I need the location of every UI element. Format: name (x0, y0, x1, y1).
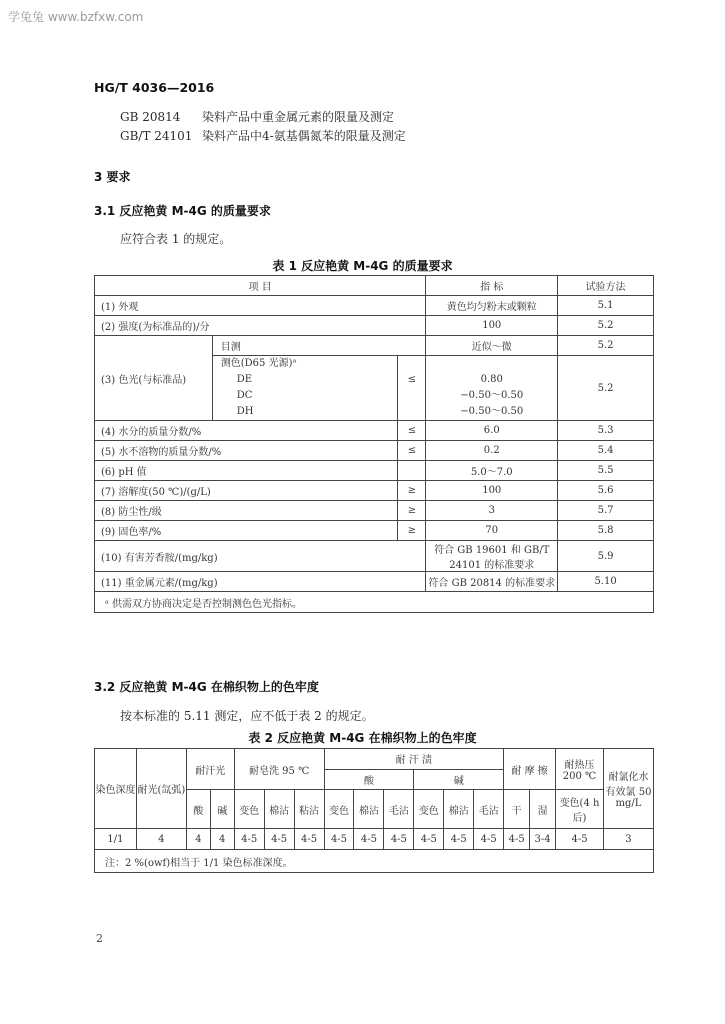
cell: 4-5 (264, 829, 294, 850)
row-value: 100 (426, 481, 558, 501)
sub-header: 湿 (530, 790, 556, 829)
table-1-footnote: ᵃ 供需双方协商决定是否控制测色色光指标。 (95, 592, 654, 613)
measure-dh: DH (236, 406, 254, 417)
header-perspiration: 耐汗光 (186, 749, 234, 790)
row-item: (4) 水分的质量分数/% (95, 421, 398, 441)
row-method: 5.2 (558, 316, 654, 336)
sub-header: 变色(4 h 后) (556, 790, 604, 829)
table-1-caption: 表 1 反应艳黄 M-4G 的质量要求 (272, 259, 453, 273)
color-fastness-table (94, 748, 654, 873)
section-3-1-heading: 3.1 反应艳黄 M-4G 的质量要求 (94, 204, 271, 218)
cell: 3 (603, 829, 653, 850)
cell: 4-5 (474, 829, 504, 850)
header-light: 耐光(氙弧) (136, 749, 186, 829)
row-symbol: ≤ (398, 441, 426, 461)
header-rub: 耐 摩 擦 (504, 749, 556, 790)
sub-header: 棉沾 (264, 790, 294, 829)
header-chlorine: 耐氯化水有效氯 50 mg/L (603, 749, 653, 829)
header-index: 指 标 (426, 276, 558, 296)
row-sublabel (212, 356, 398, 421)
table-row (95, 461, 654, 481)
table-row (95, 336, 654, 356)
row-value: 70 (426, 521, 558, 541)
table-row (95, 296, 654, 316)
header-alkali: 碱 (414, 769, 504, 790)
cell: 4-5 (354, 829, 384, 850)
cell: 4-5 (504, 829, 530, 850)
row-value: 符合 GB 20814 的标准要求 (426, 572, 558, 592)
table-header-row (95, 749, 654, 770)
row-method: 5.3 (558, 421, 654, 441)
row-symbol: ≥ (398, 521, 426, 541)
row-value: 黄色均匀粉末或颗粒 (426, 296, 558, 316)
measure-label: 测色(D65 光源)ᵃ (220, 358, 297, 369)
dc-value: −0.50～0.50 (460, 390, 524, 401)
dh-value: −0.50～0.50 (460, 406, 524, 417)
sub-header: 毛沾 (474, 790, 504, 829)
reference-title: 染料产品中4-氨基偶氮苯的限量及测定 (202, 129, 406, 143)
row-value: 6.0 (426, 421, 558, 441)
row-item: (8) 防尘性/级 (95, 501, 398, 521)
row-item: (10) 有害芳香胺/(mg/kg) (95, 541, 426, 572)
sub-header: 酸 (186, 790, 210, 829)
row-method: 5.8 (558, 521, 654, 541)
table-header-row (95, 276, 654, 296)
row-item: (11) 重金属元素/(mg/kg) (95, 572, 426, 592)
section-3-1-text: 应符合表 1 的规定。 (120, 232, 232, 246)
row-item: (2) 强度(为标准品的)/分 (95, 316, 426, 336)
row-symbol: ≥ (398, 501, 426, 521)
header-acid: 酸 (324, 769, 414, 790)
section-3-heading: 3 要求 (94, 170, 131, 184)
reference-code: GB/T 24101 (120, 129, 193, 143)
row-method: 5.4 (558, 441, 654, 461)
table-2-caption: 表 2 反应艳黄 M-4G 在棉织物上的色牢度 (248, 731, 477, 745)
row-item: (7) 溶解度(50 ℃)/(g/L) (95, 481, 398, 501)
quality-requirements-table (94, 275, 654, 613)
reference-item (120, 127, 406, 144)
header-sweat: 耐 汗 渍 (324, 749, 504, 770)
table-row (95, 421, 654, 441)
table-row (95, 501, 654, 521)
row-symbol: ≥ (398, 481, 426, 501)
sub-header: 粘沾 (294, 790, 324, 829)
measure-dc: DC (236, 390, 253, 401)
sub-header: 变色 (414, 790, 444, 829)
sub-header: 棉沾 (444, 790, 474, 829)
header-soap: 耐皂洗 95 ℃ (234, 749, 324, 790)
row-value: 100 (426, 316, 558, 336)
row-item: (3) 色光(与标准品) (95, 336, 213, 421)
row-method: 5.7 (558, 501, 654, 521)
cell: 4-5 (234, 829, 264, 850)
cell: 4-5 (414, 829, 444, 850)
row-value (426, 356, 558, 421)
row-item: (5) 水不溶物的质量分数/% (95, 441, 398, 461)
table-footnote-row (95, 592, 654, 613)
row-method: 5.10 (558, 572, 654, 592)
row-value: 近似～微 (426, 336, 558, 356)
cell: 4-5 (556, 829, 604, 850)
row-item: (1) 外观 (95, 296, 426, 316)
cell: 4-5 (444, 829, 474, 850)
le-symbol: ≤ (407, 374, 417, 385)
row-value: 5.0～7.0 (426, 461, 558, 481)
standard-number: HG/T 4036—2016 (94, 80, 215, 95)
header-heat: 耐热压 200 ℃ (556, 749, 604, 790)
cell: 4-5 (324, 829, 354, 850)
row-method: 5.5 (558, 461, 654, 481)
reference-code: GB 20814 (120, 110, 181, 124)
table-note-row (95, 850, 654, 873)
cell: 4-5 (294, 829, 324, 850)
row-method: 5.9 (558, 541, 654, 572)
header-depth: 染色深度 (95, 749, 137, 829)
section-3-2-heading: 3.2 反应艳黄 M-4G 在棉织物上的色牢度 (94, 680, 319, 694)
table-row (95, 481, 654, 501)
header-method: 试验方法 (558, 276, 654, 296)
row-symbol: ≤ (398, 421, 426, 441)
row-item: (6) pH 值 (95, 461, 398, 481)
row-method: 5.6 (558, 481, 654, 501)
row-method: 5.2 (558, 356, 654, 421)
row-method: 5.2 (558, 336, 654, 356)
row-method: 5.1 (558, 296, 654, 316)
table-row (95, 572, 654, 592)
reference-item (120, 108, 394, 125)
watermark: 学兔兔 www.bzfxw.com (8, 10, 144, 24)
sub-header: 干 (504, 790, 530, 829)
row-value: 3 (426, 501, 558, 521)
row-sublabel: 目测 (212, 336, 426, 356)
header-item: 项 目 (95, 276, 426, 296)
measure-de: DE (236, 374, 253, 385)
cell: 4 (136, 829, 186, 850)
section-3-2-text: 按本标准的 5.11 测定，应不低于表 2 的规定。 (120, 709, 374, 723)
row-value: 符合 GB 19601 和 GB/T 24101 的标准要求 (426, 541, 558, 572)
sub-header: 变色 (324, 790, 354, 829)
sub-header: 毛沾 (384, 790, 414, 829)
reference-title: 染料产品中重金属元素的限量及测定 (202, 110, 395, 124)
table-row (95, 521, 654, 541)
cell: 4 (186, 829, 210, 850)
cell: 3-4 (530, 829, 556, 850)
sub-header: 棉沾 (354, 790, 384, 829)
table-row (95, 829, 654, 850)
table-row (95, 541, 654, 572)
de-value: 0.80 (480, 374, 503, 385)
row-value: 0.2 (426, 441, 558, 461)
row-symbol (398, 356, 426, 421)
sub-header: 碱 (210, 790, 234, 829)
row-symbol (398, 461, 426, 481)
table-row (95, 441, 654, 461)
cell: 4-5 (384, 829, 414, 850)
cell: 4 (210, 829, 234, 850)
sub-header: 变色 (234, 790, 264, 829)
table-row (95, 316, 654, 336)
page-number: 2 (96, 932, 103, 945)
row-item: (9) 固色率/% (95, 521, 398, 541)
table-2-note: 注：2 %(owf)相当于 1/1 染色标准深度。 (95, 850, 654, 873)
cell: 1/1 (95, 829, 137, 850)
